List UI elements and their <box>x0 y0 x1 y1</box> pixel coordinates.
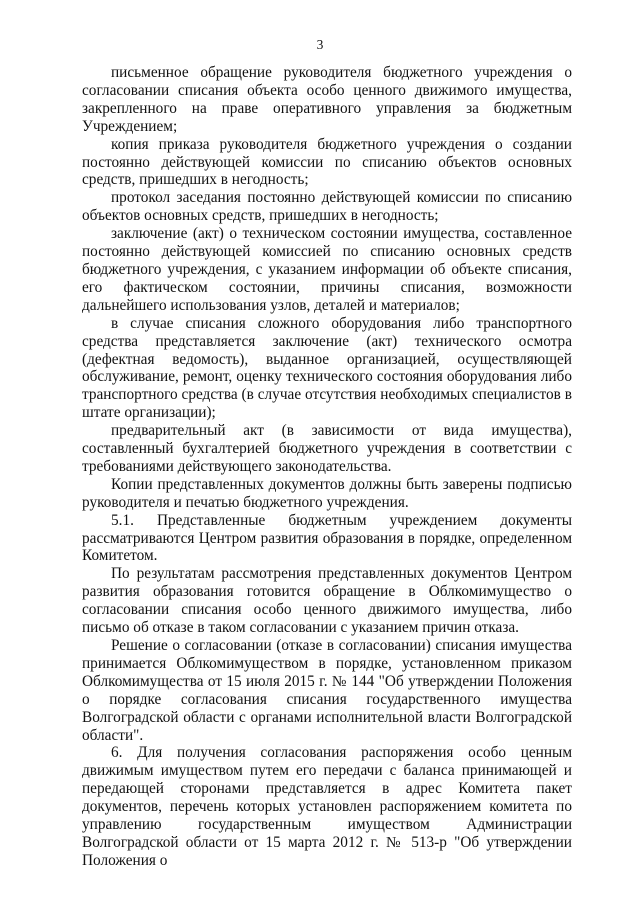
paragraph-commission-protocol: протокол заседания постоянно действующей комиссии по списанию объектов основных средств, пришедших в негодность; <box>82 189 572 225</box>
paragraph-section-6: 6. Для получения согласования распоряжения особо ценным движимым имуществом путем его передачи с баланса принимающей и передающей сторонами представляется в адрес Комитета пакет документов, перечень которых установлен распоряжением комитета по управлению государственным имуществом Администрации Волгоградской области от 15 марта 2012 г. № 513-р "Об утверждении Положения о <box>82 744 572 869</box>
paragraph-review-results: По результатам рассмотрения представленных документов Центром развития образования готовится обращение в Облкомимущество о согласовании списания особо ценного движимого имущества, либо письмо об отказе в таком согласовании с указанием причин отказа. <box>82 565 572 637</box>
paragraph-complex-equipment: в случае списания сложного оборудования либо транспортного средства представляется заключение (акт) технического осмотра (дефектная ведомость), выданное организацией, осуществляющей обслуживание, ремонт, оценку технического состояния оборудования либо транспортного средства (в случае отсутствия необходимых специалистов в штате организации); <box>82 314 572 422</box>
paragraph-document-copies: Копии представленных документов должны быть заверены подписью руководителя и печатью бюджетного учреждения. <box>82 475 572 511</box>
paragraph-preliminary-act: предварительный акт (в зависимости от вида имущества), составленный бухгалтерией бюджетного учреждения в соответствии с требованиями действующего законодательства. <box>82 422 572 475</box>
paragraph-order-copy: копия приказа руководителя бюджетного учреждения о создании постоянно действующей комиссии по списанию объектов основных средств, пришедших в негодность; <box>82 135 572 189</box>
document-body <box>82 64 572 870</box>
paragraph-section-5-1: 5.1. Представленные бюджетным учреждением документы рассматриваются Центром развития образования в порядке, определенном Комитетом. <box>82 511 572 565</box>
paragraph-written-request: письменное обращение руководителя бюджетного учреждения о согласовании списания объекта особо ценного движимого имущества, закрепленного на праве оперативного управления за бюджетным Учреждением; <box>82 64 572 135</box>
page-number: 3 <box>316 37 324 52</box>
paragraph-decision: Решение о согласовании (отказе в согласовании) списания имущества принимается Облкомимуществом в порядке, установленном приказом Облкомимущества от 15 июля 2015 г. № 144 "Об утверждении Положения о порядке согласования списания государственного имущества Волгоградской области с органами исполнительной власти Волгоградской области". <box>82 637 572 744</box>
paragraph-technical-conclusion: заключение (акт) о техническом состоянии имущества, составленное постоянно действующей комиссией по списанию основных средств бюджетного учреждения, с указанием информации об объекте списания, его фактическом состоянии, причины списания, возможности дальнейшего использования узлов, деталей и материалов; <box>82 225 572 314</box>
